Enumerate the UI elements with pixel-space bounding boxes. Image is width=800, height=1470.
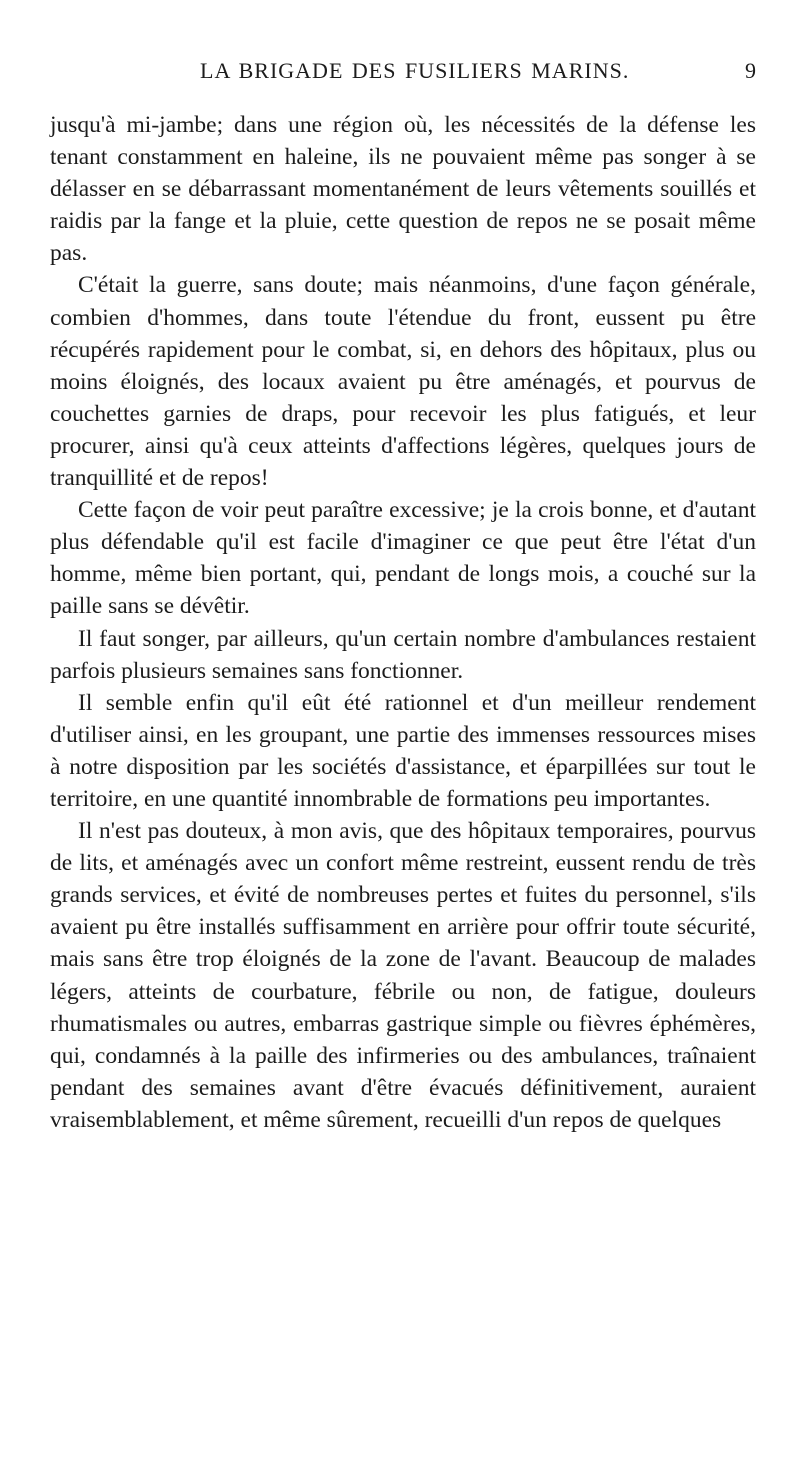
paragraph: C'était la guerre, sans doute; mais néanmoins, d'une façon générale, combien d'hommes, dans toute l'étendue du front, eussent pu être récupérés rapidement pour le combat, si, en dehors des hôpitaux, plus ou moins éloignés, des locaux avaient pu être aménagés, et pourvus de couchettes garnies de draps, pour recevoir les plus fatigués, et leur procurer, ainsi qu'à ceux atteints d'affections légères, quelques jours de tranquillité et de repos! [50,272,756,492]
body-text [50,109,756,1136]
paragraph: Il n'est pas douteux, à mon avis, que des hôpitaux temporaires, pourvus de lits, et aménagés avec un confort même restreint, eussent rendu de très grands services, et évité de nombreuses pertes et fuites du personnel, s'ils avaient pu être installés suffisamment en arrière pour offrir toute sécurité, mais sans être trop éloignés de la zone de l'avant. Beaucoup de malades légers, atteints de courbature, fébrile ou non, de fatigue, douleurs rhumatismales ou autres, embarras gastrique simple ou fièvres éphémères, qui, condamnés à la paille des infirmeries ou des ambulances, traînaient pendant des semaines avant d'être évacués définitivement, auraient vraisemblablement, et même sûrement, recueilli d'un repos de quelques [50,818,756,1133]
paragraph: Il semble enfin qu'il eût été rationnel et d'un meilleur rendement d'utiliser ainsi, en les groupant, une partie des immenses ressources mises à notre disposition par les sociétés d'assistance, et éparpillées sur tout le territoire, en une quantité innombrable de formations peu importantes. [50,689,756,812]
page-number: 9 [745,58,756,83]
running-title: LA BRIGADE DES FUSILIERS MARINS. [200,58,630,83]
paragraph: Cette façon de voir peut paraître excessive; je la crois bonne, et d'autant plus défendable qu'il est facile d'imaginer ce que peut être l'état d'un homme, même bien portant, qui, pendant de longs mois, a couché sur la paille sans se dévêtir. [50,497,756,620]
paragraph: jusqu'à mi-jambe; dans une région où, les nécessités de la défense les tenant constamment en haleine, ils ne pouvaient même pas songer à se délasser en se débarrassant momentanément de leurs vêtements souillés et raidis par la fange et la pluie, cette question de repos ne se posait même pas. [50,112,756,267]
page-header [50,58,756,94]
paragraph: Il faut songer, par ailleurs, qu'un certain nombre d'ambulances restaient parfois plusieurs semaines sans fonctionner. [50,625,756,684]
